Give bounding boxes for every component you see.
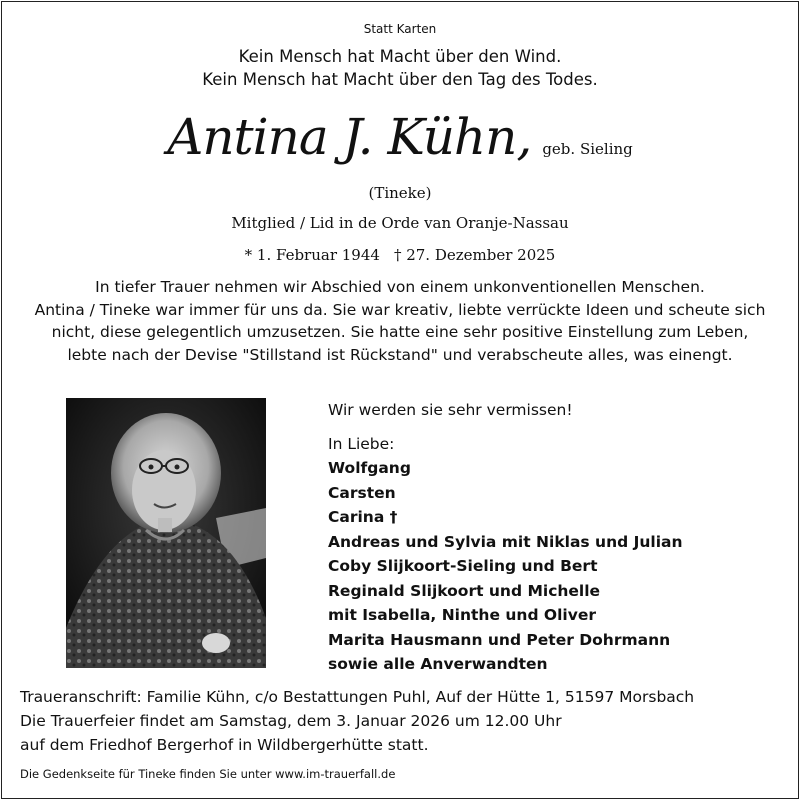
tribute-line-2: Antina / Tineke war immer für uns da. Sie war kreativ, liebte verrückte Ideen und scheute sich xyxy=(34,300,766,319)
motto xyxy=(2,45,798,91)
life-dates xyxy=(2,246,798,264)
ceremony-line-2: auf dem Friedhof Bergerhof in Wildbergerhütte statt. xyxy=(20,736,429,754)
mourning-address: Traueranschrift: Familie Kühn, c/o Bestattungen Puhl, Auf der Hütte 1, 51597 Morsbach xyxy=(20,688,695,706)
mourner-name: Marita Hausmann und Peter Dohrmann xyxy=(328,630,671,649)
tribute-line-1: In tiefer Trauer nehmen wir Abschied von einem unkonventionellen Menschen. xyxy=(95,278,705,296)
obituary-notice xyxy=(1,1,799,799)
mourner-name: Andreas und Sylvia mit Niklas und Julian xyxy=(328,532,683,551)
maiden-name: geb. Sieling xyxy=(542,140,633,158)
mourners-list xyxy=(328,398,683,677)
mourner-name: Reginald Slijkoort und Michelle xyxy=(328,581,601,600)
statt-karten-label: Statt Karten xyxy=(363,22,437,36)
ceremony-line-1: Die Trauerfeier findet am Samstag, dem 3. Januar 2026 um 12.00 Uhr xyxy=(20,712,562,730)
mourner-name: sowie alle Anverwandten xyxy=(328,655,548,673)
deceased-name: Antina J. Kühn, xyxy=(167,108,532,166)
tribute-line-4: lebte nach der Devise "Stillstand ist Rückstand" und verabscheute alles, was einengt. xyxy=(67,345,733,364)
footer-info xyxy=(20,685,694,757)
name-row xyxy=(2,108,798,166)
motto-line-1: Kein Mensch hat Macht über den Wind. xyxy=(238,47,562,66)
portrait-illustration xyxy=(66,398,266,668)
tribute-line-3: nicht, diese gelegentlich umzusetzen. Sie hatte eine sehr positive Einstellung zum Leben, xyxy=(51,323,749,341)
mourner-name: Carina † xyxy=(328,508,398,526)
mourner-name: Carsten xyxy=(328,483,396,502)
membership: Mitglied / Lid in de Orde van Oranje-Nassau xyxy=(231,214,569,232)
birth-date: * 1. Februar 1944 xyxy=(244,246,380,264)
nickname: (Tineke) xyxy=(368,184,432,202)
portrait-photo xyxy=(66,398,266,668)
death-date: † 27. Dezember 2025 xyxy=(393,246,556,264)
mourner-name: Coby Slijkoort-Sieling und Bert xyxy=(328,557,598,575)
in-love-label: In Liebe: xyxy=(328,434,395,453)
memorial-page-note: Die Gedenkseite für Tineke finden Sie unter www.im-trauerfall.de xyxy=(20,767,396,781)
miss-you-text: Wir werden sie sehr vermissen! xyxy=(328,401,573,419)
motto-line-2: Kein Mensch hat Macht über den Tag des Todes. xyxy=(202,70,598,89)
tribute-text xyxy=(2,276,798,366)
mourner-name: Wolfgang xyxy=(328,459,411,477)
mourner-name: mit Isabella, Ninthe und Oliver xyxy=(328,606,596,624)
